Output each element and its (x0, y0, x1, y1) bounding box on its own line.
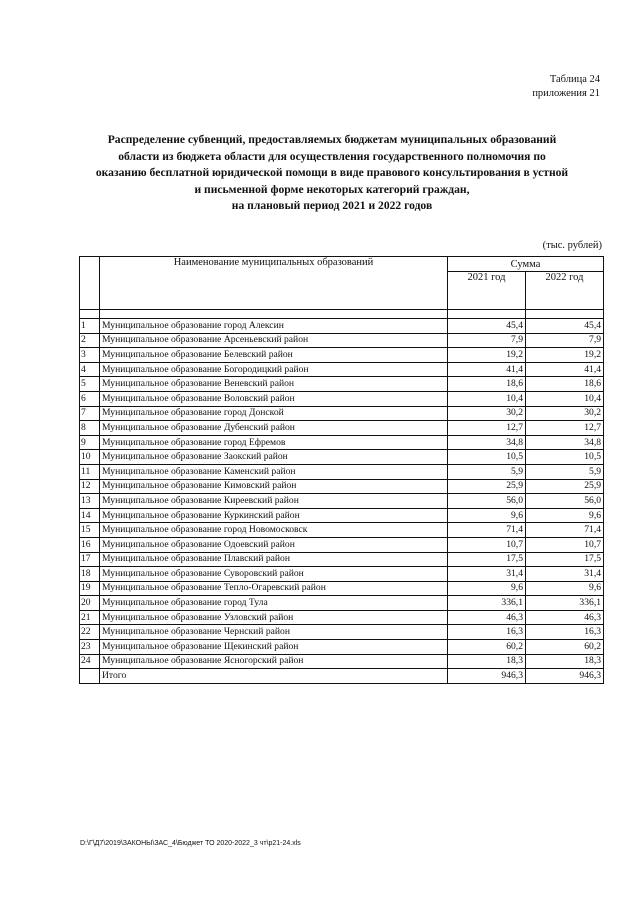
title-line: и письменной форме некоторых категорий граждан, (194, 182, 470, 196)
table-row (80, 421, 604, 436)
value-2022: 336,1 (526, 596, 604, 611)
value-2021: 41,4 (448, 362, 526, 377)
title-line: на плановый период 2021 и 2022 годов (231, 199, 433, 213)
row-number: 2 (80, 333, 100, 348)
municipality-name: Муниципальное образование Богородицкий район (100, 362, 448, 377)
row-number: 22 (80, 625, 100, 640)
year-2021-header: 2021 год (448, 272, 526, 310)
row-number: 4 (80, 362, 100, 377)
title-line: Распределение субвенций, предоставляемых бюджетам муниципальных образований (107, 133, 557, 146)
row-number: 7 (80, 406, 100, 421)
table-row (80, 494, 604, 509)
row-number: 23 (80, 640, 100, 655)
value-2021: 9,6 (448, 508, 526, 523)
municipality-name: Муниципальное образование город Донской (100, 406, 448, 421)
municipality-name: Муниципальное образование Щекинский район (100, 640, 448, 655)
spacer-row (80, 310, 604, 319)
name-column-header: Наименование муниципальных образований (100, 257, 448, 310)
row-number: 16 (80, 537, 100, 552)
total-2021: 946,3 (448, 669, 526, 684)
value-2021: 10,4 (448, 391, 526, 406)
title-line: оказанию бесплатной юридической помощи в виде правового консультирования в устной (95, 166, 569, 180)
value-2022: 34,8 (526, 435, 604, 450)
value-2021: 18,3 (448, 654, 526, 669)
municipality-name: Муниципальное образование Тепло-Огаревский район (100, 581, 448, 596)
value-2021: 56,0 (448, 494, 526, 509)
value-2022: 25,9 (526, 479, 604, 494)
municipality-name: Муниципальное образование Кимовский район (100, 479, 448, 494)
table-row (80, 567, 604, 582)
table-row (80, 508, 604, 523)
value-2022: 10,4 (526, 391, 604, 406)
value-2022: 31,4 (526, 567, 604, 582)
table-row (80, 391, 604, 406)
municipality-name: Муниципальное образование Каменский район (100, 464, 448, 479)
table-row (80, 362, 604, 377)
row-number: 13 (80, 494, 100, 509)
value-2021: 7,9 (448, 333, 526, 348)
value-2021: 46,3 (448, 610, 526, 625)
municipality-name: Муниципальное образование Заокский район (100, 450, 448, 465)
table-row (80, 654, 604, 669)
value-2022: 46,3 (526, 610, 604, 625)
value-2022: 7,9 (526, 333, 604, 348)
row-number: 18 (80, 567, 100, 582)
row-number: 21 (80, 610, 100, 625)
row-number: 24 (80, 654, 100, 669)
row-number: 8 (80, 421, 100, 436)
value-2022: 45,4 (526, 319, 604, 334)
value-2021: 31,4 (448, 567, 526, 582)
file-path: D:\Г\Д7\2019\ЗАКОНЫ\ЗАС_4\Бюджет ТО 2020-2022_3 чт\р21-24.xls (80, 840, 301, 847)
units-label: (тыс. рублей) (542, 240, 602, 251)
row-number: 15 (80, 523, 100, 538)
municipality-name: Муниципальное образование Куркинский район (100, 508, 448, 523)
row-number: 20 (80, 596, 100, 611)
title-line: области из бюджета области для осуществления государственного полномочия по (118, 149, 546, 163)
value-2021: 336,1 (448, 596, 526, 611)
table-row (80, 479, 604, 494)
value-2022: 60,2 (526, 640, 604, 655)
value-2022: 10,5 (526, 450, 604, 465)
municipality-name: Муниципальное образование Арсеньевский район (100, 333, 448, 348)
municipality-name: Муниципальное образование Одоевский район (100, 537, 448, 552)
total-number-cell (80, 669, 100, 684)
value-2021: 60,2 (448, 640, 526, 655)
row-number: 19 (80, 581, 100, 596)
row-number: 17 (80, 552, 100, 567)
municipality-name: Муниципальное образование город Ефремов (100, 435, 448, 450)
table-row (80, 333, 604, 348)
value-2021: 16,3 (448, 625, 526, 640)
table-row (80, 450, 604, 465)
row-number: 9 (80, 435, 100, 450)
number-header (80, 257, 100, 310)
value-2021: 9,6 (448, 581, 526, 596)
value-2021: 34,8 (448, 435, 526, 450)
table-row (80, 596, 604, 611)
row-number: 10 (80, 450, 100, 465)
year-2022-header: 2022 год (526, 272, 604, 310)
value-2022: 9,6 (526, 581, 604, 596)
table-row (80, 640, 604, 655)
municipality-name: Муниципальное образование Дубенский район (100, 421, 448, 436)
municipality-name: Муниципальное образование Киреевский район (100, 494, 448, 509)
subventions-table (79, 256, 604, 684)
municipality-name: Муниципальное образование Чернский район (100, 625, 448, 640)
table-row (80, 348, 604, 363)
row-number: 11 (80, 464, 100, 479)
value-2022: 71,4 (526, 523, 604, 538)
total-row (80, 669, 604, 684)
value-2021: 18,6 (448, 377, 526, 392)
total-2022: 946,3 (526, 669, 604, 684)
municipality-name: Муниципальное образование Плавский район (100, 552, 448, 567)
value-2021: 5,9 (448, 464, 526, 479)
value-2021: 25,9 (448, 479, 526, 494)
value-2021: 10,5 (448, 450, 526, 465)
municipality-name: Муниципальное образование Воловский район (100, 391, 448, 406)
table-row (80, 552, 604, 567)
row-number: 14 (80, 508, 100, 523)
value-2022: 19,2 (526, 348, 604, 363)
value-2021: 45,4 (448, 319, 526, 334)
municipality-name: Муниципальное образование город Новомосковск (100, 523, 448, 538)
value-2021: 30,2 (448, 406, 526, 421)
municipality-name: Муниципальное образование город Тула (100, 596, 448, 611)
row-number: 3 (80, 348, 100, 363)
table-row (80, 406, 604, 421)
row-number: 12 (80, 479, 100, 494)
row-number: 5 (80, 377, 100, 392)
value-2022: 10,7 (526, 537, 604, 552)
value-2021: 19,2 (448, 348, 526, 363)
municipality-name: Муниципальное образование Веневский район (100, 377, 448, 392)
sum-column-header: Сумма (448, 257, 604, 272)
value-2021: 10,7 (448, 537, 526, 552)
row-number: 6 (80, 391, 100, 406)
municipality-name: Муниципальное образование Белевский район (100, 348, 448, 363)
value-2022: 16,3 (526, 625, 604, 640)
value-2022: 9,6 (526, 508, 604, 523)
table-number: Таблица 24 (549, 74, 600, 85)
appendix-number: приложения 21 (532, 88, 600, 99)
municipality-name: Муниципальное образование город Алексин (100, 319, 448, 334)
table-row (80, 625, 604, 640)
value-2022: 41,4 (526, 362, 604, 377)
table-row (80, 377, 604, 392)
value-2022: 56,0 (526, 494, 604, 509)
table-row (80, 435, 604, 450)
table-reference (532, 73, 600, 101)
value-2021: 71,4 (448, 523, 526, 538)
total-label: Итого (100, 669, 448, 684)
table-row (80, 581, 604, 596)
row-number: 1 (80, 319, 100, 334)
document-title (70, 132, 594, 215)
value-2022: 12,7 (526, 421, 604, 436)
value-2022: 18,3 (526, 654, 604, 669)
table-body (80, 319, 604, 669)
table-row (80, 319, 604, 334)
value-2022: 5,9 (526, 464, 604, 479)
municipality-name: Муниципальное образование Ясногорский район (100, 654, 448, 669)
value-2022: 18,6 (526, 377, 604, 392)
table-row (80, 610, 604, 625)
table-row (80, 537, 604, 552)
value-2022: 17,5 (526, 552, 604, 567)
table-row (80, 523, 604, 538)
value-2021: 17,5 (448, 552, 526, 567)
municipality-name: Муниципальное образование Узловский район (100, 610, 448, 625)
value-2021: 12,7 (448, 421, 526, 436)
value-2022: 30,2 (526, 406, 604, 421)
municipality-name: Муниципальное образование Суворовский район (100, 567, 448, 582)
table-row (80, 464, 604, 479)
